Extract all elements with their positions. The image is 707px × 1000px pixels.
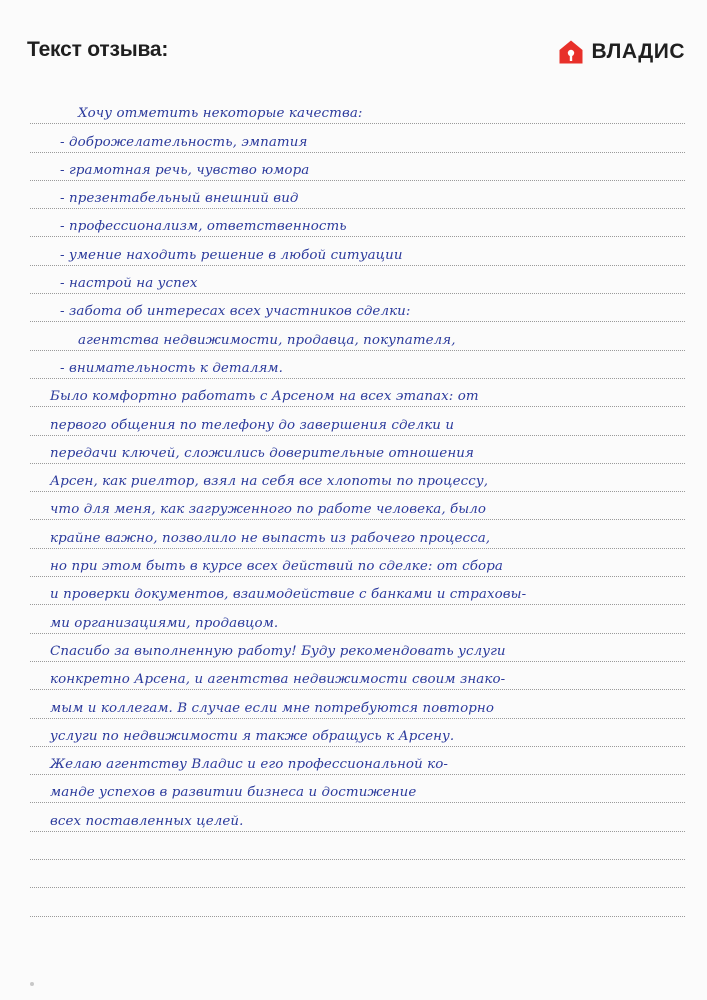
- handwritten-text-line: манде успехов в развитии бизнеса и достижение: [50, 785, 417, 801]
- ruled-line: [30, 379, 685, 407]
- handwritten-text-line: агентства недвижимости, продавца, покупателя,: [78, 332, 456, 348]
- ruled-line: [30, 803, 685, 831]
- ruled-line: [30, 577, 685, 605]
- handwritten-text-line: но при этом быть в курсе всех действий по сделке: от сбора: [50, 559, 503, 575]
- ruled-line: [30, 436, 685, 464]
- ruled-line: [30, 520, 685, 548]
- ruled-line: [30, 492, 685, 520]
- ruled-line: [30, 407, 685, 435]
- brand-name: ВЛАДИС: [591, 40, 685, 63]
- handwritten-text-line: и проверки документов, взаимодействие с банками и страховы-: [50, 587, 527, 603]
- handwritten-text-line: крайне важно, позволило не выпасть из рабочего процесса,: [50, 530, 491, 546]
- ruled-line: [30, 351, 685, 379]
- handwritten-text-line: Арсен, как риелтор, взял на себя все хлопоты по процессу,: [50, 474, 489, 490]
- handwritten-text-line: что для меня, как загруженного по работе человека, было: [50, 502, 487, 518]
- handwritten-text-line: Было комфортно работать с Арсеном на всех этапах: от: [50, 389, 479, 405]
- handwritten-text-line: услуги по недвижимости я также обращусь к Арсену.: [50, 728, 455, 744]
- handwritten-text-line: - настрой на успех: [60, 276, 198, 292]
- page-title: Текст отзыва:: [27, 38, 169, 61]
- ruled-line: [30, 237, 685, 265]
- ruled-line: [30, 888, 685, 916]
- handwritten-text-line: всех поставленных целей.: [50, 813, 244, 829]
- ruled-line: [30, 124, 685, 152]
- handwritten-review: [30, 96, 685, 917]
- handwritten-text-line: Желаю агентству Владис и его профессиональной ко-: [50, 757, 449, 773]
- ruled-line: [30, 605, 685, 633]
- handwritten-text-line: первого общения по телефону до завершения сделки и: [50, 417, 455, 433]
- handwritten-text-line: мым и коллегам. В случае если мне потребуются повторно: [50, 700, 494, 716]
- scan-artifact-dot: [30, 982, 34, 986]
- brand-logo: [558, 38, 685, 66]
- handwritten-text-line: - профессионализм, ответственность: [60, 219, 347, 235]
- ruled-line: [30, 775, 685, 803]
- handwritten-text-line: - презентабельный внешний вид: [60, 191, 299, 207]
- ruled-line: [30, 294, 685, 322]
- ruled-line: [30, 747, 685, 775]
- house-key-logo-icon: [558, 39, 584, 65]
- ruled-line: [30, 662, 685, 690]
- ruled-line: [30, 719, 685, 747]
- ruled-line: [30, 860, 685, 888]
- handwritten-text-line: передачи ключей, сложились доверительные отношения: [50, 445, 474, 461]
- handwritten-text-line: - доброжелательность, эмпатия: [60, 134, 308, 150]
- handwritten-text-line: - внимательность к деталям.: [60, 360, 283, 376]
- ruled-line: [30, 153, 685, 181]
- handwritten-text-line: ми организациями, продавцом.: [50, 615, 279, 631]
- ruled-line: [30, 181, 685, 209]
- ruled-line: [30, 832, 685, 860]
- handwritten-text-line: конкретно Арсена, и агентства недвижимости своим знако-: [50, 672, 506, 688]
- ruled-line: [30, 266, 685, 294]
- handwritten-text-line: - грамотная речь, чувство юмора: [60, 162, 310, 178]
- handwritten-text-line: Спасибо за выполненную работу! Буду рекомендовать услуги: [50, 643, 506, 659]
- handwritten-text-line: - умение находить решение в любой ситуации: [60, 247, 403, 263]
- handwritten-text-line: - забота об интересах всех участников сделки:: [60, 304, 411, 320]
- ruled-line: [30, 322, 685, 350]
- ruled-line: [30, 96, 685, 124]
- ruled-line: [30, 690, 685, 718]
- ruled-line: [30, 549, 685, 577]
- handwritten-text-line: Хочу отметить некоторые качества:: [78, 106, 363, 122]
- ruled-line: [30, 634, 685, 662]
- ruled-line: [30, 209, 685, 237]
- ruled-line: [30, 464, 685, 492]
